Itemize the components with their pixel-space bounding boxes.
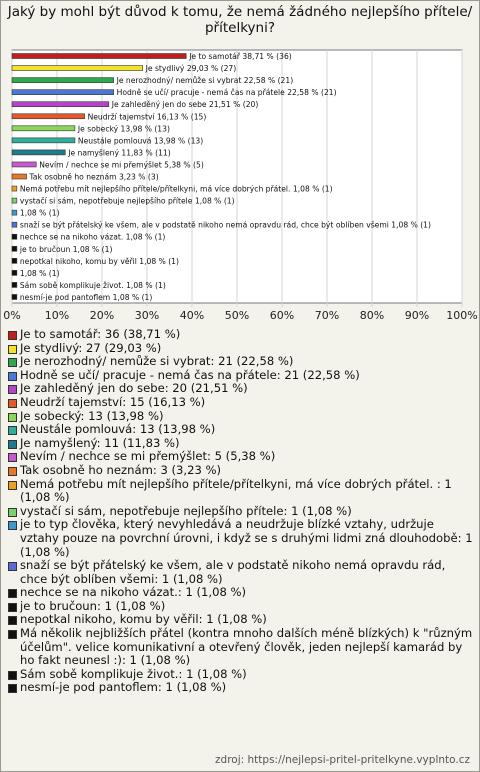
source-note: zdroj: https://nejlepsi-pritel-pritelkyne.vyplnto.cz	[215, 754, 470, 766]
bar-label: 1,08 % (1)	[19, 268, 60, 278]
bar-label: Neustále pomlouvá 13,98 % (13)	[77, 136, 204, 146]
legend-item	[8, 478, 474, 505]
x-tick-label: 100%	[446, 309, 478, 322]
bar-chart	[0, 0, 480, 328]
legend-item	[8, 328, 474, 342]
legend-swatch	[8, 385, 17, 394]
bar	[12, 66, 143, 71]
legend-item	[8, 518, 474, 559]
legend-label: Neustále pomlouvá: 13 (13,98 %)	[20, 422, 216, 437]
legend-item	[8, 396, 474, 410]
bar	[12, 210, 17, 215]
legend-item	[8, 464, 474, 478]
x-tick-label: 30%	[134, 309, 160, 322]
legend-swatch	[8, 521, 17, 530]
legend-label: nesmí-je pod pantoflem: 1 (1,08 %)	[20, 680, 227, 695]
bar-label: Hodně se učí/ pracuje - nemá čas na přátele 22,58 % (21)	[116, 88, 337, 98]
bar	[12, 102, 109, 107]
chart-legend	[8, 328, 474, 695]
legend-swatch	[8, 630, 17, 639]
x-tick-label: 10%	[44, 309, 70, 322]
legend-label: Tak osobně ho neznám: 3 (3,23 %)	[20, 462, 222, 477]
legend-swatch	[8, 603, 17, 612]
legend-swatch	[8, 426, 17, 435]
bar	[12, 186, 17, 191]
legend-swatch	[8, 372, 17, 381]
legend-label: Sám sobě komplikuje život.: 1 (1,08 %)	[20, 666, 247, 681]
bar-label: Je zahleděný jen do sebe 21,51 % (20)	[111, 100, 259, 110]
bar-label: Je stydlivý 29,03 % (27)	[145, 64, 237, 74]
legend-item	[8, 681, 474, 695]
legend-label: Je to samotář: 36 (38,71 %)	[20, 327, 181, 341]
legend-item	[8, 505, 474, 519]
bar-label: Je to samotář 38,71 % (36)	[189, 52, 292, 62]
bar	[12, 90, 114, 95]
legend-item	[8, 423, 474, 437]
legend-swatch	[8, 331, 17, 340]
legend-label: je to typ člověka, který nevyhledává a neudržuje blízké vztahy, udržuje vztahy pouze na povrchní úrovni, i když se s druhými lidmi zná dlouhodobě: 1 (1,08 %)	[20, 517, 473, 559]
bar-label: 1,08 % (1)	[19, 208, 60, 218]
bar-label: Nemá potřebu mít nejlepšího přítele/přítelkyni, má více dobrých přátel. 1,08 % (1)	[19, 184, 333, 194]
legend-label: Neudrží tajemství: 15 (16,13 %)	[20, 394, 206, 409]
legend-swatch	[8, 481, 17, 490]
legend-label: Nevím / nechce se mi přemýšlet: 5 (5,38 %)	[20, 449, 276, 464]
legend-item	[8, 369, 474, 383]
bar	[12, 114, 85, 119]
bar	[12, 174, 27, 179]
bar-label: nechce se na nikoho vázat. 1,08 % (1)	[19, 232, 166, 242]
legend-swatch	[8, 413, 17, 422]
legend-item	[8, 586, 474, 600]
legend-label: je to bručoun: 1 (1,08 %)	[20, 598, 166, 613]
legend-label: snaží se být přátelský ke všem, ale v podstatě nikoho nemá opravdu rád, chce být oblíben všemi: 1 (1,08 %)	[20, 558, 446, 586]
legend-label: Je namyšlený: 11 (11,83 %)	[20, 435, 180, 450]
legend-label: vystačí si sám, nepotřebuje nejlepšího přítele: 1 (1,08 %)	[20, 503, 352, 518]
bar-label: Tak osobně ho neznám 3,23 % (3)	[29, 172, 159, 182]
legend-swatch	[8, 399, 17, 408]
x-tick-label: 60%	[269, 309, 295, 322]
x-tick-label: 0%	[3, 309, 21, 322]
bar	[12, 258, 17, 263]
legend-swatch	[8, 345, 17, 354]
bar-label: Je sobecký 13,98 % (13)	[77, 124, 170, 134]
legend-item	[8, 355, 474, 369]
legend-swatch	[8, 684, 17, 693]
x-tick-label: 90%	[404, 309, 430, 322]
legend-label: Je zahleděný jen do sebe: 20 (21,51 %)	[20, 381, 248, 396]
legend-label: Hodně se učí/ pracuje - nemá čas na přátele: 21 (22,58 %)	[20, 367, 360, 382]
legend-swatch	[8, 453, 17, 462]
legend-item	[8, 410, 474, 424]
bar-label: vystačí si sám, nepotřebuje nejlepšího přítele 1,08 % (1)	[19, 196, 235, 206]
bar-label: nepotkal nikoho, komu by věřil 1,08 % (1)	[19, 256, 179, 266]
legend-label: nechce se na nikoho vázat.: 1 (1,08 %)	[20, 585, 247, 600]
legend-swatch	[8, 562, 17, 571]
bar	[12, 78, 114, 83]
bar-label: nesmí-je pod pantoflem 1,08 % (1)	[19, 292, 153, 302]
bar	[12, 150, 65, 155]
bar-label: Sám sobě komplikuje život. 1,08 % (1)	[19, 280, 166, 290]
legend-swatch	[8, 440, 17, 449]
legend-swatch	[8, 616, 17, 625]
bar	[12, 234, 17, 239]
bar	[12, 270, 17, 275]
bar-label: snaží se být přátelský ke všem, ale v podstatě nikoho nemá opravdu rád, chce být oblíben všemi 1,08 % (1)	[19, 220, 431, 230]
legend-swatch	[8, 671, 17, 680]
legend-swatch	[8, 589, 17, 598]
legend-item	[8, 600, 474, 614]
bar	[12, 222, 17, 227]
legend-item	[8, 627, 474, 668]
bar-label: je to bručoun 1,08 % (1)	[19, 244, 113, 254]
legend-label: Je sobecký: 13 (13,98 %)	[20, 408, 164, 423]
legend-label: Je stydlivý: 27 (29,03 %)	[20, 340, 162, 355]
bar-label: Je nerozhodný/ nemůže si vybrat 22,58 % (21)	[116, 76, 294, 86]
bar-label: Neudrží tajemství 16,13 % (15)	[87, 112, 207, 122]
legend-label: Má několik nejbližších přátel (kontra mnoho dalších méně blízkých) k "různým účelům". velice komunikativní a otevřený člověk, jeden nejlepší kamarád by ho fakt neunesl :): 1 (1,08 %)	[20, 626, 473, 668]
chart-title: Jaký by mohl být důvod k tomu, že nemá žádného nejlepšího přítele/ přítelkyni?	[7, 4, 473, 36]
legend-label: Je nerozhodný/ nemůže si vybrat: 21 (22,58 %)	[20, 354, 294, 369]
bar-label: Nevím / nechce se mi přemýšlet 5,38 % (5)	[39, 160, 204, 170]
legend-swatch	[8, 467, 17, 476]
x-tick-label: 50%	[224, 309, 250, 322]
bar	[12, 198, 17, 203]
legend-item	[8, 382, 474, 396]
bar	[12, 162, 36, 167]
bar	[12, 54, 186, 59]
legend-label: nepotkal nikoho, komu by věřil: 1 (1,08 %)	[20, 612, 267, 627]
legend-item	[8, 668, 474, 682]
x-tick-label: 80%	[359, 309, 385, 322]
legend-label: Nemá potřebu mít nejlepšího přítele/přítelkyni, má více dobrých přátel. : 1 (1,08 %)	[20, 476, 452, 505]
legend-swatch	[8, 508, 17, 517]
bar	[12, 246, 17, 251]
x-tick-label: 40%	[179, 309, 205, 322]
bar	[12, 138, 75, 143]
legend-item	[8, 450, 474, 464]
bar-label: Je namyšlený 11,83 % (11)	[68, 148, 171, 158]
bar	[12, 282, 17, 287]
legend-item	[8, 342, 474, 356]
x-tick-label: 70%	[314, 309, 340, 322]
legend-item	[8, 559, 474, 586]
x-tick-label: 20%	[89, 309, 115, 322]
legend-swatch	[8, 358, 17, 367]
bar	[12, 294, 17, 299]
legend-item	[8, 613, 474, 627]
bar	[12, 126, 75, 131]
legend-item	[8, 437, 474, 451]
